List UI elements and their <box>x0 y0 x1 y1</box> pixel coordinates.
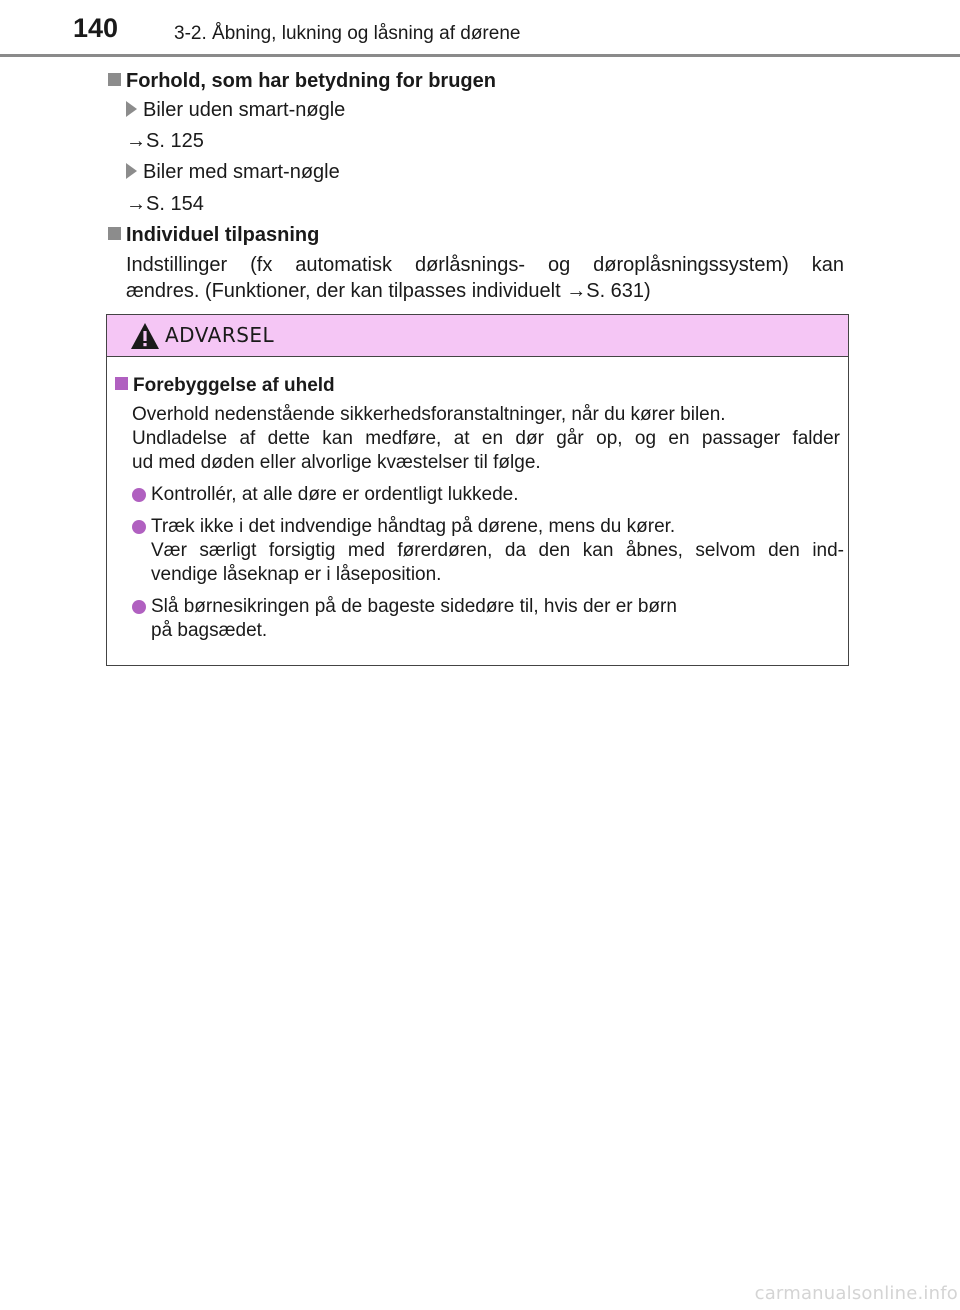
bullet-dot-icon <box>132 520 146 534</box>
warning-paragraph <box>132 403 840 475</box>
bullet-text: Træk ikke i det indvendige håndtag på dørene, mens du kører. <box>151 516 676 537</box>
paragraph-line: Overhold nedenstående sikkerhedsforanstaltninger, når du kører bilen. <box>132 404 726 425</box>
page-number: 140 <box>73 13 119 43</box>
warning-heading <box>115 375 335 397</box>
triangle-arrow-icon <box>126 163 137 179</box>
bullet-dot-icon <box>132 600 146 614</box>
bullet-text: på bagsædet. <box>151 620 268 641</box>
section-heading-text: Individuel tilpasning <box>126 224 320 246</box>
bullet-text: vendige låseknap er i låseposition. <box>151 564 442 585</box>
warning-box <box>106 314 849 666</box>
warning-triangle-icon <box>130 322 160 350</box>
list-item-no-smart-key <box>126 99 345 122</box>
bullet-text: Kontrollér, at alle døre er ordentligt lukkede. <box>151 484 519 505</box>
list-item-label: Biler uden smart-nøgle <box>143 99 346 121</box>
warning-title: ADVARSEL <box>165 323 275 347</box>
paragraph-line: Undladelse af dette kan medføre, at en dør går op, og en passager falder <box>132 428 840 449</box>
section-heading-text: Forhold, som har betydning for brugen <box>126 70 496 92</box>
triangle-arrow-icon <box>126 101 137 117</box>
bullet-text: Vær særligt forsigtig med førerdøren, da den kan åbnes, selvom den ind- <box>151 540 844 561</box>
page-reference-link[interactable]: →S. 125 <box>126 130 204 152</box>
section-heading-customization <box>108 224 319 247</box>
warning-header <box>107 315 848 357</box>
header-divider <box>0 54 960 57</box>
bullet-dot-icon <box>132 488 146 502</box>
square-bullet-icon <box>115 377 128 390</box>
section-heading-conditions <box>108 70 496 93</box>
list-item-smart-key <box>126 161 340 184</box>
warning-heading-text: Forebyggelse af uheld <box>133 375 335 396</box>
paragraph-line: ændres. (Funktioner, der kan tilpasses individuelt →S. 631) <box>126 280 651 302</box>
bullet-text: Slå børnesikringen på de bageste sidedøre til, hvis der er børn <box>151 596 677 617</box>
page-reference-link[interactable]: →S. 154 <box>126 193 204 215</box>
chapter-title: 3-2. Åbning, lukning og låsning af dørene <box>174 23 521 44</box>
paragraph-line: Indstillinger (fx automatisk dørlåsnings- og døroplåsningssystem) kan <box>126 254 844 276</box>
paragraph-line: ud med døden eller alvorlige kvæstelser til følge. <box>132 452 541 473</box>
watermark: carmanualsonline.info <box>754 1283 958 1304</box>
list-item-label: Biler med smart-nøgle <box>143 161 340 183</box>
square-bullet-icon <box>108 227 121 240</box>
customization-paragraph <box>126 252 844 304</box>
square-bullet-icon <box>108 73 121 86</box>
